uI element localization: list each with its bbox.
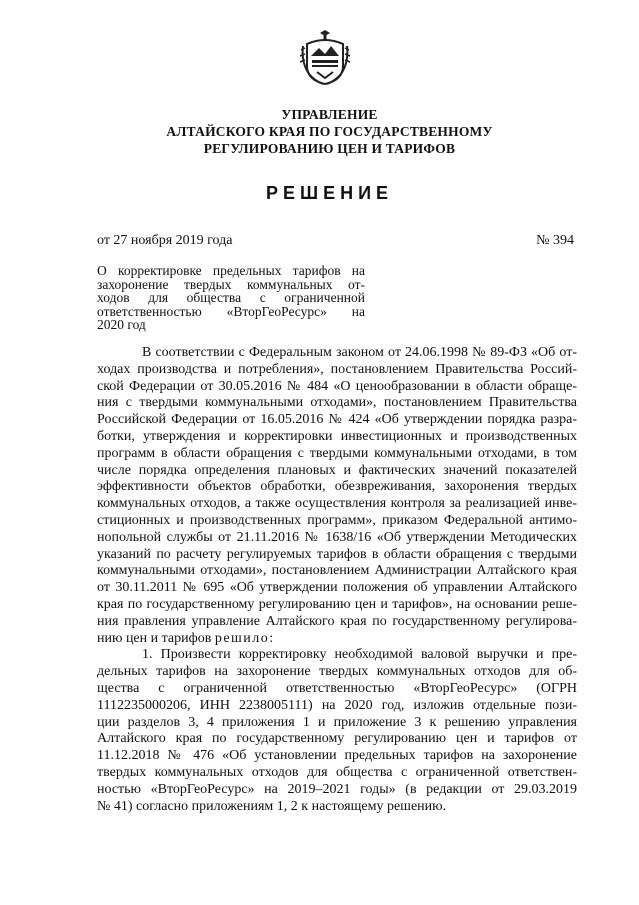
agency-line-1: УПРАВЛЕНИЕ: [281, 107, 378, 122]
body-line: В соответствии с Федеральным законом от 24.06.1998 № 89-ФЗ «Об от-: [142, 345, 577, 360]
subject-line: ответственностью «ВторГеоРесурс» на: [97, 303, 365, 319]
body-line: коммунальными отходами», постановлением Администрации Алтайского края: [97, 563, 577, 579]
subject-line: захоронение твердых коммунальных от-: [97, 276, 365, 292]
agency-line-3: РЕГУЛИРОВАНИЮ ЦЕН И ТАРИФОВ: [203, 141, 456, 156]
body-line: края по государственному регулированию цен и тарифов», на основании реше-: [97, 596, 577, 612]
document-number: № 394: [536, 233, 574, 248]
body-line: ходах производства и потребления», постановлением Правительства Россий-: [97, 361, 577, 377]
decision-suffix: :: [269, 630, 274, 646]
agency-name: [90, 106, 569, 157]
body-line: ностью «ВторГеоРесурс» на 2019–2021 годы» (в редакции от 29.03.2019: [97, 781, 577, 797]
document-date: от 27 ноября 2019 года: [97, 233, 233, 248]
body-line: № 41) согласно приложениям 1, 2 к настоящему решению.: [97, 798, 447, 814]
body-line: 11.12.2018 № 476 «Об установлении предельных тарифов на захоронение: [97, 748, 577, 764]
decision-word: решило: [214, 630, 270, 646]
document-type-title: РЕШЕНИЕ: [265, 183, 394, 203]
body-line: указаний по расчету регулируемых тарифов в области обращения с твердыми: [97, 546, 577, 562]
body-line: 1112235000206, ИНН 2238005111) на 2020 год, изложив отдельные пози-: [97, 697, 577, 713]
body-line: ской Федерации от 30.05.2016 № 484 «О ценообразовании в области обраще-: [97, 378, 577, 394]
body-line: ботки, утверждения и корректировки инвестиционных и производственных: [97, 428, 577, 444]
body-line: эффективности объектов обработки, обезвреживания, захоронения твердых: [97, 479, 577, 495]
body-line: дельных тарифов на захоронение твердых коммунальных отходов для об-: [97, 664, 577, 680]
body-line: 1. Произвести корректировку необходимой валовой выручки и пре-: [142, 647, 577, 663]
document-body: [97, 345, 577, 815]
coat-of-arms-emblem: [299, 28, 351, 86]
agency-line-2: АЛТАЙСКОГО КРАЯ ПО ГОСУДАРСТВЕННОМУ: [166, 124, 493, 139]
body-line: Российской Федерации от 16.05.2016 № 424 «Об утверждении порядка разра-: [97, 412, 577, 428]
body-line: щества с ограниченной ответственностью «ВторГеоРесурс» (ОГРН: [97, 680, 577, 696]
body-line: стиционных и производственных программ», приказом Федеральной антимо-: [97, 512, 577, 528]
body-line: программ в области обращения с твердыми коммунальными отходами, в том: [97, 445, 577, 461]
body-line: Алтайского края по государственному регулированию цен и тарифов от: [97, 731, 577, 747]
decision-prefix: нию цен и тарифов: [97, 630, 215, 646]
subject-line: О корректировке предельных тарифов на: [97, 263, 365, 278]
body-line: твердых коммунальных отходов для общества с ограниченной ответствен-: [97, 764, 577, 780]
body-line: от 30.11.2011 № 695 «Об утверждении положения об управлении Алтайского: [97, 580, 577, 596]
body-line-decision: [97, 631, 577, 648]
subject-line: ходов для общества с ограниченной: [97, 290, 365, 305]
body-line: коммунальных отходов, а также осуществления контроля за реализацией инве-: [97, 496, 577, 512]
body-line: ния с твердыми коммунальными отходами», постановлением Правительства: [97, 395, 577, 411]
body-line: нопольной службы от 21.11.2016 № 1638/16 «Об утверждении Методических: [97, 529, 577, 545]
document-subject: [97, 264, 365, 332]
subject-line: 2020 год: [97, 317, 146, 332]
body-line: числе порядка определения плановых и фактических значений показателей: [97, 462, 577, 478]
body-line: ния правления управление Алтайского края по государственному регулирова-: [97, 613, 577, 629]
body-line: ции разделов 3, 4 приложения 1 и приложение 3 к решению управления: [97, 714, 577, 730]
